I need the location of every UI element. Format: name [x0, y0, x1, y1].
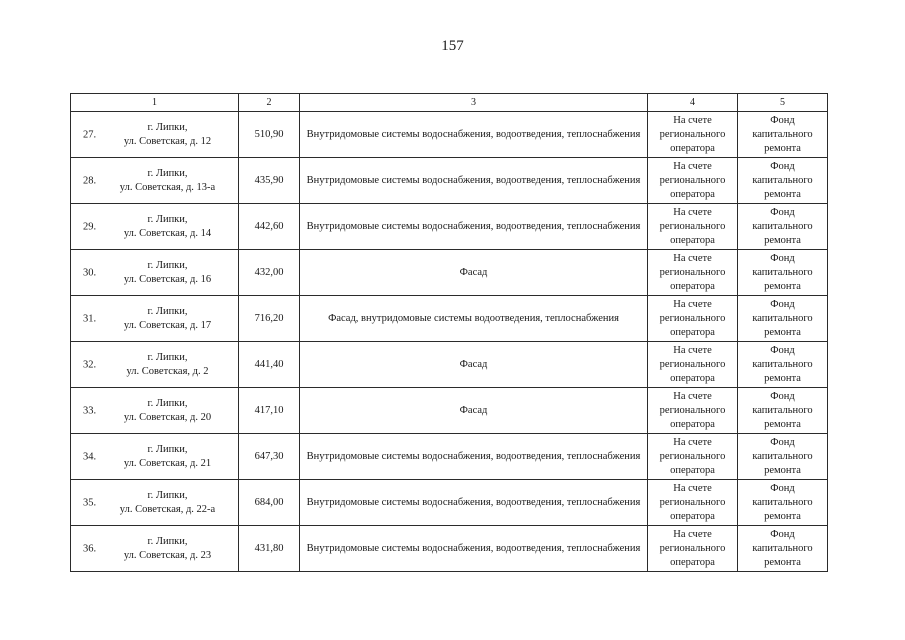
- table-row: [71, 296, 828, 342]
- account-cell: [648, 480, 738, 526]
- address-city: г. Липки,: [147, 259, 188, 271]
- source-line-2: капитального: [752, 174, 813, 186]
- address-cell: [71, 526, 239, 572]
- source-line-3: ремонта: [764, 510, 801, 522]
- works-cell: Внутридомовые системы водоснабжения, водоотведения, теплоснабжения: [300, 434, 648, 480]
- account-cell: [648, 112, 738, 158]
- account-line-1: На счете: [673, 252, 712, 264]
- area-cell: 442,60: [239, 204, 300, 250]
- source-line-3: ремонта: [764, 464, 801, 476]
- source-line-2: капитального: [752, 266, 813, 278]
- area-cell: 684,00: [239, 480, 300, 526]
- table-row: [71, 112, 828, 158]
- source-line-2: капитального: [752, 450, 813, 462]
- source-line-3: ремонта: [764, 556, 801, 568]
- account-cell: [648, 204, 738, 250]
- account-line-2: регионального: [659, 358, 726, 370]
- row-number: 29.: [83, 221, 97, 232]
- source-cell: [738, 204, 828, 250]
- account-line-2: регионального: [659, 220, 726, 232]
- source-cell: [738, 296, 828, 342]
- account-cell: [648, 158, 738, 204]
- table-row: [71, 342, 828, 388]
- source-line-3: ремонта: [764, 418, 801, 430]
- source-line-2: капитального: [752, 542, 813, 554]
- source-cell: [738, 526, 828, 572]
- address-city: г. Липки,: [147, 213, 188, 225]
- account-line-3: оператора: [670, 556, 715, 568]
- account-line-1: На счете: [673, 298, 712, 310]
- column-number-4: 4: [648, 94, 738, 112]
- source-line-1: Фонд: [770, 344, 795, 356]
- row-number: 35.: [83, 497, 97, 508]
- table-row: [71, 434, 828, 480]
- account-cell: [648, 388, 738, 434]
- works-cell: Фасад: [300, 342, 648, 388]
- account-line-1: На счете: [673, 436, 712, 448]
- address-street: ул. Советская, д. 2: [126, 365, 209, 377]
- row-number: 36.: [83, 543, 97, 554]
- source-line-2: капитального: [752, 358, 813, 370]
- account-line-3: оператора: [670, 510, 715, 522]
- address-street: ул. Советская, д. 22-а: [119, 503, 216, 515]
- works-cell: Фасад: [300, 388, 648, 434]
- source-line-1: Фонд: [770, 160, 795, 172]
- register-table: [70, 93, 828, 572]
- account-line-2: регионального: [659, 174, 726, 186]
- address-street: ул. Советская, д. 20: [123, 411, 212, 423]
- address-city: г. Липки,: [147, 351, 188, 363]
- account-line-3: оператора: [670, 142, 715, 154]
- source-cell: [738, 158, 828, 204]
- source-cell: [738, 250, 828, 296]
- table-row: [71, 526, 828, 572]
- account-line-2: регионального: [659, 312, 726, 324]
- source-line-1: Фонд: [770, 482, 795, 494]
- table-row: [71, 158, 828, 204]
- page-number: 157: [441, 38, 464, 54]
- address-street: ул. Советская, д. 16: [123, 273, 212, 285]
- address-city: г. Липки,: [147, 489, 188, 501]
- account-cell: [648, 526, 738, 572]
- account-line-1: На счете: [673, 206, 712, 218]
- source-line-1: Фонд: [770, 390, 795, 402]
- source-line-1: Фонд: [770, 252, 795, 264]
- address-city: г. Липки,: [147, 121, 188, 133]
- table-row: [71, 480, 828, 526]
- source-cell: [738, 342, 828, 388]
- source-line-1: Фонд: [770, 114, 795, 126]
- source-line-3: ремонта: [764, 188, 801, 200]
- address-city: г. Липки,: [147, 305, 188, 317]
- account-line-3: оператора: [670, 234, 715, 246]
- account-cell: [648, 434, 738, 480]
- works-cell: Внутридомовые системы водоснабжения, водоотведения, теплоснабжения: [300, 158, 648, 204]
- works-cell: Фасад, внутридомовые системы водоотведения, теплоснабжения: [300, 296, 648, 342]
- source-line-2: капитального: [752, 404, 813, 416]
- account-line-3: оператора: [670, 418, 715, 430]
- account-line-2: регионального: [659, 128, 726, 140]
- source-line-2: капитального: [752, 220, 813, 232]
- works-cell: Внутридомовые системы водоснабжения, водоотведения, теплоснабжения: [300, 204, 648, 250]
- works-cell: Фасад: [300, 250, 648, 296]
- account-line-1: На счете: [673, 390, 712, 402]
- account-line-3: оператора: [670, 188, 715, 200]
- row-number: 31.: [83, 313, 97, 324]
- account-line-1: На счете: [673, 482, 712, 494]
- source-cell: [738, 480, 828, 526]
- account-line-2: регионального: [659, 496, 726, 508]
- area-cell: 432,00: [239, 250, 300, 296]
- works-cell: Внутридомовые системы водоснабжения, водоотведения, теплоснабжения: [300, 112, 648, 158]
- source-line-3: ремонта: [764, 234, 801, 246]
- address-cell: [71, 434, 239, 480]
- area-cell: 716,20: [239, 296, 300, 342]
- area-cell: 435,90: [239, 158, 300, 204]
- source-cell: [738, 112, 828, 158]
- column-number-1: 1: [71, 94, 239, 112]
- row-number: 30.: [83, 267, 97, 278]
- column-number-2: 2: [239, 94, 300, 112]
- address-cell: [71, 158, 239, 204]
- address-street: ул. Советская, д. 13-а: [119, 181, 216, 193]
- account-line-2: регионального: [659, 266, 726, 278]
- address-cell: [71, 342, 239, 388]
- source-line-3: ремонта: [764, 142, 801, 154]
- row-number: 34.: [83, 451, 97, 462]
- area-cell: 431,80: [239, 526, 300, 572]
- address-cell: [71, 480, 239, 526]
- address-cell: [71, 296, 239, 342]
- source-line-2: капитального: [752, 312, 813, 324]
- address-street: ул. Советская, д. 17: [123, 319, 212, 331]
- row-number: 27.: [83, 129, 97, 140]
- source-line-1: Фонд: [770, 206, 795, 218]
- table-row: [71, 204, 828, 250]
- area-cell: 510,90: [239, 112, 300, 158]
- address-city: г. Липки,: [147, 535, 188, 547]
- source-line-1: Фонд: [770, 298, 795, 310]
- address-cell: [71, 204, 239, 250]
- row-number: 32.: [83, 359, 97, 370]
- table-header-row: [71, 94, 828, 112]
- address-city: г. Липки,: [147, 167, 188, 179]
- row-number: 28.: [83, 175, 97, 186]
- address-cell: [71, 112, 239, 158]
- row-number: 33.: [83, 405, 97, 416]
- source-line-3: ремонта: [764, 326, 801, 338]
- source-line-1: Фонд: [770, 436, 795, 448]
- account-line-3: оператора: [670, 372, 715, 384]
- account-line-3: оператора: [670, 464, 715, 476]
- area-cell: 647,30: [239, 434, 300, 480]
- works-cell: Внутридомовые системы водоснабжения, водоотведения, теплоснабжения: [300, 526, 648, 572]
- column-number-5: 5: [738, 94, 828, 112]
- address-street: ул. Советская, д. 21: [123, 457, 212, 469]
- area-cell: 441,40: [239, 342, 300, 388]
- address-cell: [71, 250, 239, 296]
- account-cell: [648, 250, 738, 296]
- account-line-3: оператора: [670, 326, 715, 338]
- source-line-2: капитального: [752, 128, 813, 140]
- account-line-1: На счете: [673, 114, 712, 126]
- address-street: ул. Советская, д. 23: [123, 549, 212, 561]
- works-cell: Внутридомовые системы водоснабжения, водоотведения, теплоснабжения: [300, 480, 648, 526]
- source-line-3: ремонта: [764, 280, 801, 292]
- source-line-2: капитального: [752, 496, 813, 508]
- source-line-3: ремонта: [764, 372, 801, 384]
- account-cell: [648, 296, 738, 342]
- table-row: [71, 388, 828, 434]
- account-line-1: На счете: [673, 344, 712, 356]
- source-cell: [738, 434, 828, 480]
- source-cell: [738, 388, 828, 434]
- account-line-2: регионального: [659, 542, 726, 554]
- address-street: ул. Советская, д. 14: [123, 227, 212, 239]
- address-city: г. Липки,: [147, 397, 188, 409]
- account-line-3: оператора: [670, 280, 715, 292]
- address-street: ул. Советская, д. 12: [123, 135, 212, 147]
- area-cell: 417,10: [239, 388, 300, 434]
- account-cell: [648, 342, 738, 388]
- column-number-3: 3: [300, 94, 648, 112]
- account-line-2: регионального: [659, 450, 726, 462]
- source-line-1: Фонд: [770, 528, 795, 540]
- address-cell: [71, 388, 239, 434]
- address-city: г. Липки,: [147, 443, 188, 455]
- account-line-1: На счете: [673, 160, 712, 172]
- account-line-1: На счете: [673, 528, 712, 540]
- table-row: [71, 250, 828, 296]
- account-line-2: регионального: [659, 404, 726, 416]
